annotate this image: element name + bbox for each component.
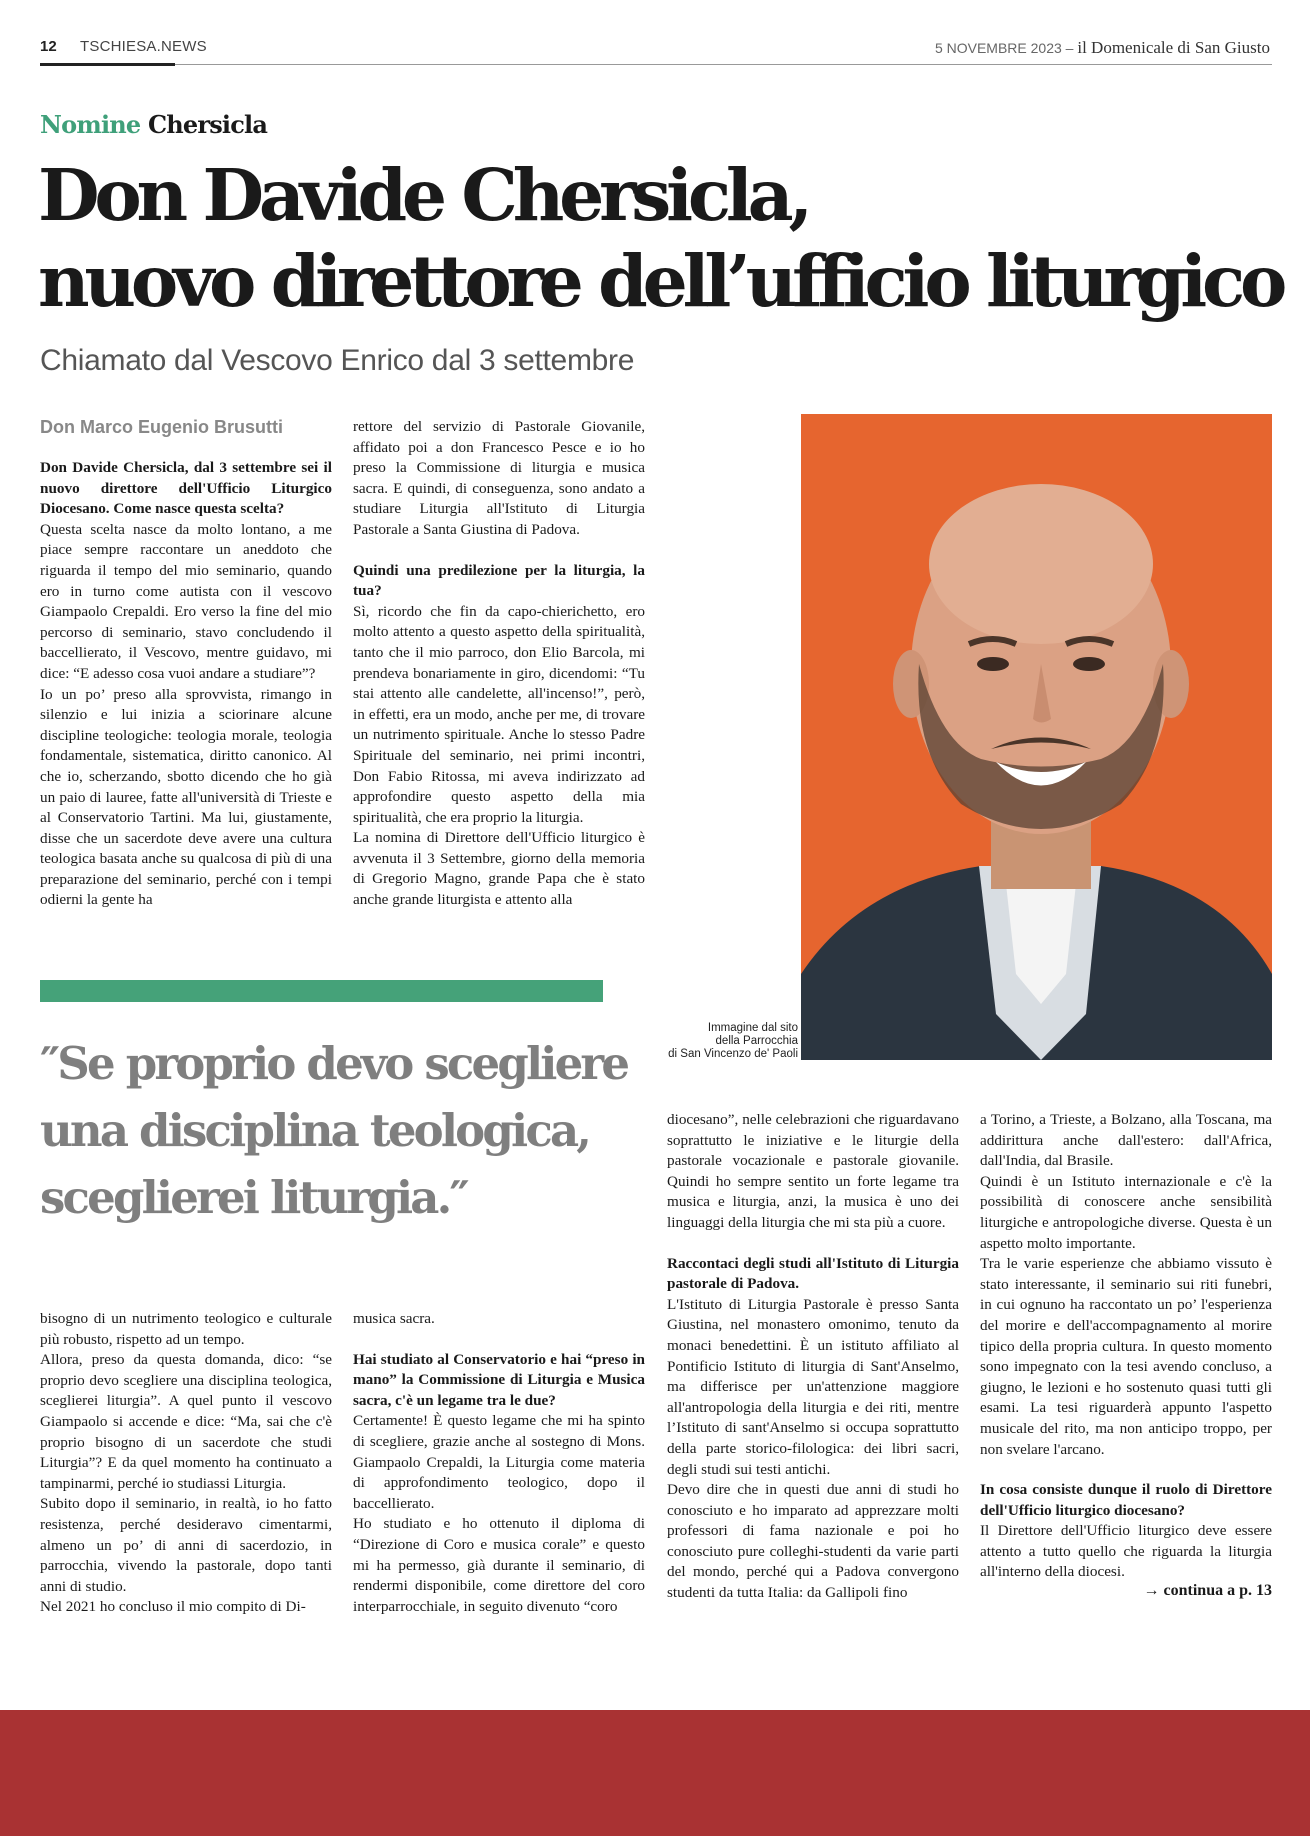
body-paragraph: Ho studiato e ho ottenuto il diploma di “Direzione di Coro e musica corale” e questo mi ha permesso, già durante il seminario, di rendermi disponibile, come direttore del coro interparrocchiale, in seguito divenuto “coro [353, 1515, 645, 1615]
body-paragraph: Il Direttore dell'Ufficio liturgico deve essere attento a tutto quello che riguarda la liturgia all'interno della diocesi. [980, 1522, 1272, 1581]
question-paragraph: Quindi una predilezione per la liturgia, la tua? [353, 561, 645, 600]
caption-line: Immagine dal sito [707, 1022, 798, 1034]
pull-quote-line: una disciplina teologica, [40, 1104, 590, 1157]
footer-band [0, 1710, 1310, 1836]
question-paragraph: Hai studiato al Conservatorio e hai “preso in mano” la Commissione di Liturgia e Musica sacra, c'è un legame tra le due? [353, 1350, 645, 1409]
photo-caption [668, 1022, 798, 1061]
body-paragraph: Certamente! È questo legame che mi ha spinto di scegliere, grazie anche al sostegno di Mons. Giampaolo Crepaldi, la Liturgia come materia di approfondimento teologico, dopo il baccellierato. [353, 1412, 645, 1512]
kicker-topic: Chersicla [147, 110, 268, 139]
page-number: 12 [40, 38, 57, 55]
portrait-illustration [801, 414, 1272, 1060]
text-column-5 [667, 1110, 959, 1604]
article-subtitle: Chiamato dal Vescovo Enrico dal 3 settembre [40, 344, 635, 377]
text-column-4 [353, 1309, 645, 1617]
caption-line: della Parrocchia [715, 1035, 798, 1047]
text-column-2 [353, 417, 645, 911]
paper-name: il Domenicale di San Giusto [1077, 38, 1270, 57]
body-paragraph: Devo dire che in questi due anni di studi ho conosciuto e ho imparato ad apprezzare molti professori di fama nazionale e poi ho conosciuto pure colleghi-studenti da varie parti del mondo, perché qui a Padova convergono studenti da tutta Italia: da Gallipoli fino [667, 1481, 959, 1602]
body-paragraph: Nel 2021 ho concluso il mio compito di Di- [40, 1598, 306, 1616]
issue-info [935, 38, 1270, 58]
caption-line: di San Vincenzo de' Paoli [668, 1048, 798, 1060]
article-title [38, 152, 1288, 324]
body-paragraph: Allora, preso da questa domanda, dico: “se proprio devo scegliere una disciplina teologica, sceglierei liturgia”. A quel punto il vescovo Giampaolo si accende e dice: “Ma, sai che c'è proprio bisogno di un sacerdote che studi Liturgia”? E da quel momento ha continuato a tampinarmi, perché io studiassi Liturgia. [40, 1351, 332, 1492]
continue-link[interactable]: → continua a p. 13 [1143, 1582, 1272, 1599]
body-paragraph: Io un po’ preso alla sprovvista, rimango in silenzio e lui inizia a sciorinare alcune discipline teologiche: teologia morale, teologia fondamentale, sistematica, diritto canonico. Al che io, scherzando, sbotto dicendo che ho già un paio di lauree, fatte all'università di Trieste e al Conservatorio Tartini. Ma lui, giustamente, disse che un sacerdote deve avere una cultura teologica basata anche su qualcosa di più di una preparazione del seminario, perché con i tempi odierni la gente ha [40, 685, 332, 909]
question-paragraph: Don Davide Chersicla, dal 3 settembre sei il nuovo direttore dell'Ufficio Liturgico Diocesano. Come nasce questa scelta? [40, 459, 332, 518]
pull-quote-line: ″Se proprio devo scegliere [40, 1037, 628, 1090]
header-rule-accent [40, 63, 175, 66]
text-column-6 [980, 1110, 1272, 1583]
title-line: nuovo direttore dell’ufficio liturgico [38, 239, 1283, 323]
body-paragraph: rettore del servizio di Pastorale Giovanile, affidato poi a don Francesco Pesce e io ho preso la Commissione di liturgia e musica sacra. E quindi, di conseguenza, sono andato a studiare Liturgia all'Istituto di Liturgia Pastorale a Santa Giustina di Padova. [353, 418, 645, 538]
question-paragraph: Raccontaci degli studi all'Istituto di Liturgia pastorale di Padova. [667, 1254, 959, 1293]
body-paragraph: bisogno di un nutrimento teologico e culturale più robusto, rispetto ad un tempo. [40, 1310, 332, 1348]
pull-quote [40, 1030, 660, 1231]
body-paragraph: Tra le varie esperienze che abbiamo vissuto è stato interessante, il seminario sui riti funebri, in cui ognuno ha raccontato un po’ l'esperienza del morire e dell'accompagnamento al morire tipico della propria cultura. In questo momento sono impegnato con la tesi avendo concluso, a giugno, le lezioni e ho sostenuto quasi tutti gli esami. La tesi riguarderà appunto l'aspetto musicale del rito, ma non anticipo troppo, per non svelare l'arcano. [980, 1255, 1272, 1458]
body-paragraph: L'Istituto di Liturgia Pastorale è presso Santa Giustina, nel monastero omonimo, tenuto da monaci benedettini. È un istituto affiliato al Pontificio Istituto di liturgia di Sant'Anselmo, ma differisce per un'attenzione maggiore all'antropologia della liturgia e dei riti, mentre l’Istituto di sant'Anselmo si occupa soprattutto della parte storico-filologica: dei libri sacri, degli studi sui testi antichi. [667, 1295, 959, 1478]
issue-date: 5 NOVEMBRE 2023 – [934, 40, 1074, 56]
body-paragraph: Quindi è un Istituto internazionale e c'è la possibilità di conoscere anche sensibilità liturgiche e antropologiche diverse. Questa è un aspetto molto importante. [980, 1172, 1272, 1252]
text-column-1 [40, 458, 332, 911]
portrait-photo [801, 414, 1272, 1060]
kicker-section: Nomine [40, 110, 141, 139]
question-paragraph: In cosa consiste dunque il ruolo di Direttore dell'Ufficio liturgico diocesano? [980, 1481, 1272, 1519]
byline: Don Marco Eugenio Brusutti [40, 417, 283, 437]
body-paragraph: Questa scelta nasce da molto lontano, a me piace sempre raccontare un aneddoto che riguarda il tempo del mio seminario, quando ero in turno come autista con il vescovo Giampaolo Crepaldi. Ero verso la fine del mio percorso di seminario, stavo concludendo il baccellierato, il Vescovo, mentre guidavo, mi dice: “E adesso cosa vuoi andare a studiare”? [40, 520, 332, 682]
title-line: Don Davide Chersicla, [38, 153, 808, 237]
pull-quote-line: sceglierei liturgia.″ [40, 1171, 467, 1224]
body-paragraph: musica sacra. [353, 1310, 435, 1327]
body-paragraph: a Torino, a Trieste, a Bolzano, alla Toscana, ma addirittura anche dall'estero: dall'Africa, dall'India, dal Brasile. [980, 1111, 1272, 1170]
header-rule [40, 64, 1272, 65]
body-paragraph: La nomina di Direttore dell'Ufficio liturgico è avvenuta il 3 Settembre, giorno della memoria di Gregorio Magno, grande Papa che è stato anche grande liturgista e attento alla [353, 829, 645, 909]
kicker [40, 110, 267, 139]
body-paragraph: diocesano”, nelle celebrazioni che riguardavano soprattutto le iniziative e le liturgie della pastorale vocazionale e pastorale giovanile. Quindi ho sempre sentito un forte legame tra musica e liturgia, anzi, la musica è uno dei linguaggi della liturgia che mi sta più a cuore. [667, 1111, 959, 1231]
site-name: TSCHIESA.NEWS [80, 38, 207, 55]
accent-bar [40, 980, 603, 1002]
body-paragraph: Subito dopo il seminario, in realtà, io ho fatto resistenza, perché desideravo cimentarmi, almeno un po’ di anni di sacerdozio, in parrocchia, vivendo la pastorale, dopo tanti anni di studio. [40, 1495, 332, 1595]
text-column-3 [40, 1309, 332, 1618]
body-paragraph: Sì, ricordo che fin da capo-chierichetto, ero molto attento a questo aspetto della spiritualità, tanto che il mio parroco, don Elio Barcola, mi prendeva bonariamente in giro, dicendomi: “Tu stai attento alle candelette, all'incenso!”, però, in effetti, era un modo, anche per me, di trovare un nutrimento spirituale. Anche lo stesso Padre Spirituale del seminario, nei primi incontri, Don Fabio Ritossa, mi aveva indirizzato ad approfondire questo aspetto della mia spiritualità, che era proprio la liturgia. [353, 602, 645, 826]
